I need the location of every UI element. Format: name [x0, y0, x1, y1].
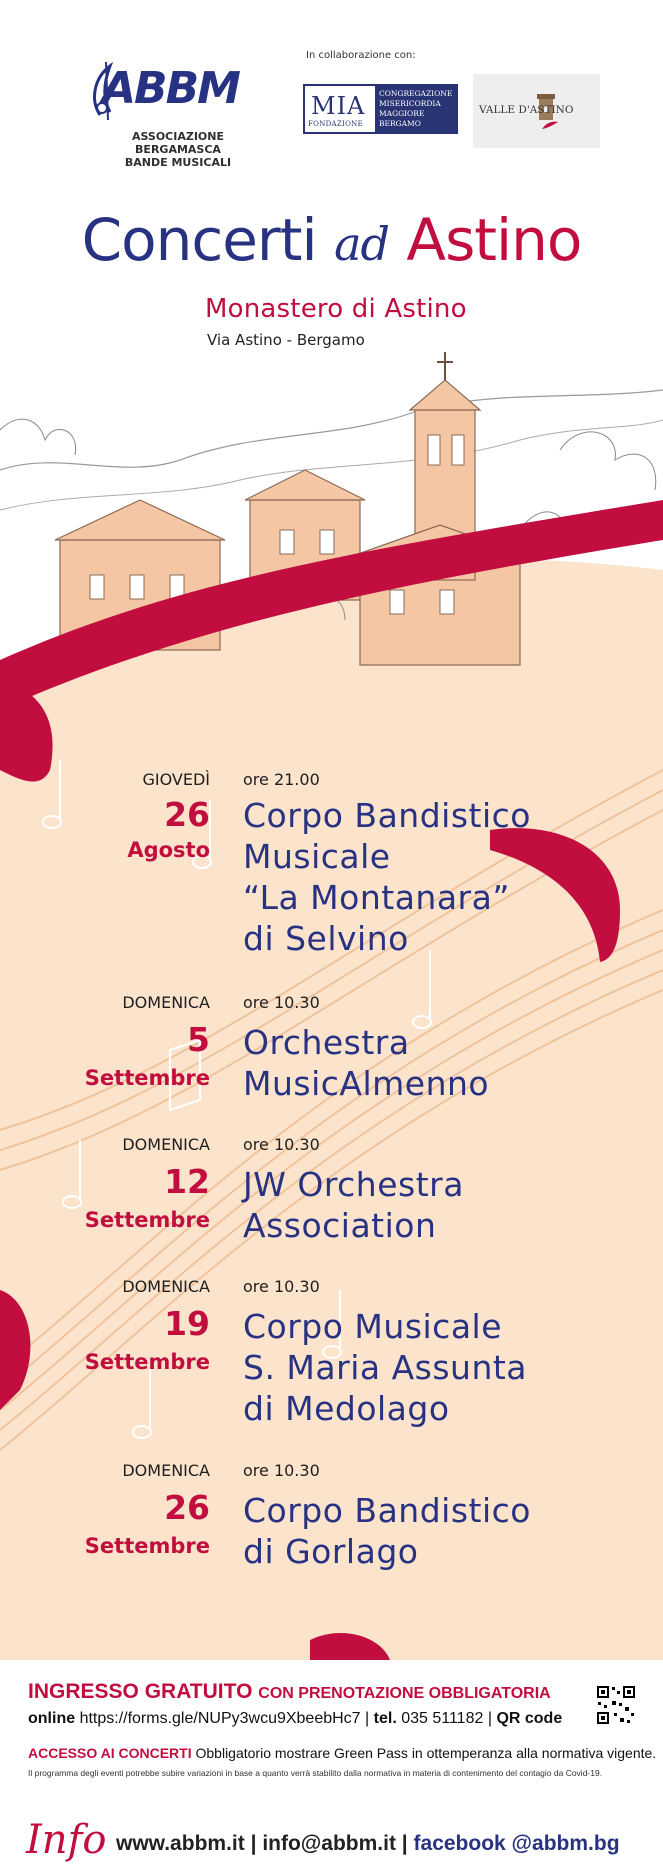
mia-logo-word: MIA	[311, 92, 366, 120]
event-day: DOMENICA	[122, 993, 210, 1012]
access-line	[28, 1745, 656, 1761]
separator: |	[401, 1832, 408, 1855]
website-link[interactable]: www.abbm.it	[116, 1832, 245, 1855]
event-title-line: Orchestra	[243, 1023, 410, 1062]
email-link[interactable]: info@abbm.it	[262, 1832, 396, 1855]
event-time: ore 10.30	[243, 1461, 320, 1480]
abbm-logo-subtitle	[98, 130, 258, 169]
event-title	[243, 1306, 643, 1429]
free-entry-line	[28, 1680, 551, 1704]
venue-name: Monastero di Astino	[205, 294, 467, 324]
event-title-line: Corpo Bandistico	[243, 796, 531, 835]
event-date: 12	[164, 1162, 210, 1201]
event-title-line: di Gorlago	[243, 1532, 419, 1571]
event-date: 26	[164, 1488, 210, 1527]
event-title-line: Corpo Bandistico	[243, 1491, 531, 1530]
event-time: ore 10.30	[243, 1277, 320, 1296]
event-title	[243, 1164, 643, 1246]
event-day: GIOVEDÌ	[142, 770, 210, 789]
event-day: DOMENICA	[122, 1461, 210, 1480]
event-date: 5	[187, 1020, 210, 1059]
event-title-line: S. Maria Assunta	[243, 1348, 528, 1387]
contact-links	[116, 1832, 620, 1856]
qr-code-icon[interactable]	[596, 1685, 636, 1725]
event-month: Settembre	[84, 1208, 210, 1232]
event-title	[243, 795, 643, 959]
valle-d-astino-logo	[473, 74, 600, 148]
event-title-line: MusicAlmenno	[243, 1064, 490, 1103]
event-day: DOMENICA	[122, 1277, 210, 1296]
monastery-illustration	[0, 350, 663, 1680]
free-entry-label: INGRESSO GRATUITO	[28, 1680, 253, 1703]
event-time: ore 10.30	[243, 993, 320, 1012]
title-part3: Astino	[406, 206, 582, 274]
online-label: online	[28, 1710, 76, 1727]
event-title-line: JW Orchestra	[243, 1165, 464, 1204]
info-label: Info	[26, 1817, 107, 1863]
title-part2: ad	[334, 217, 389, 271]
tel-number[interactable]: 035 511182	[401, 1710, 484, 1727]
event-month: Settembre	[84, 1066, 210, 1090]
event-month: Settembre	[84, 1534, 210, 1558]
mia-line: BERGAMO	[379, 119, 421, 128]
event-month: Agosto	[127, 838, 210, 862]
access-label: ACCESSO AI CONCERTI	[28, 1745, 192, 1761]
access-text: Obbligatorio mostrare Green Pass in ottemperanza alla normativa vigente.	[195, 1745, 657, 1761]
event-title	[243, 1490, 643, 1572]
abbm-subtitle-line1: ASSOCIAZIONE BERGAMASCA	[131, 130, 225, 156]
booking-line	[28, 1710, 562, 1728]
mia-logo-fondazione: FONDAZIONE	[308, 120, 363, 128]
mia-line: MAGGIORE	[379, 109, 425, 118]
booking-link[interactable]: https://forms.gle/NUPy3wcu9XbeebHc7	[79, 1710, 361, 1727]
title-part1: Concerti	[81, 206, 317, 274]
qr-label: QR code	[496, 1710, 563, 1727]
event-title	[243, 1022, 643, 1104]
event-title-line: di Selvino	[243, 919, 409, 958]
facebook-link[interactable]: facebook @abbm.bg	[413, 1832, 620, 1855]
event-date: 26	[164, 795, 210, 834]
collaboration-label: In collaborazione con:	[306, 50, 416, 61]
event-title-line: di Medolago	[243, 1389, 450, 1428]
reservation-required-label: CON PRENOTAZIONE OBBLIGATORIA	[258, 1685, 551, 1702]
event-month: Settembre	[84, 1350, 210, 1374]
abbm-logo	[68, 52, 258, 170]
venue-address: Via Astino - Bergamo	[207, 331, 365, 349]
mia-fondazione-logo	[303, 84, 458, 134]
poster-title	[0, 200, 663, 284]
event-title-line: Corpo Musicale	[243, 1307, 503, 1346]
separator: |	[487, 1710, 492, 1727]
event-time: ore 10.30	[243, 1135, 320, 1154]
abbm-logo-text: ABBM	[102, 63, 239, 114]
event-title-line: Association	[243, 1206, 437, 1245]
tel-label: tel.	[373, 1710, 397, 1727]
leaf-icon	[541, 120, 559, 130]
mia-logo-lines	[375, 86, 456, 132]
valle-logo-text: VALLE D'ASTINO	[479, 104, 574, 116]
separator: |	[250, 1832, 257, 1855]
event-date: 19	[164, 1304, 210, 1343]
separator: |	[365, 1710, 370, 1727]
event-title-line: “La Montanara”	[243, 878, 510, 917]
event-time: ore 21.00	[243, 770, 320, 789]
event-title-line: Musicale	[243, 837, 391, 876]
mia-line: MISERICORDIA	[379, 99, 441, 108]
disclaimer-text: Il programma degli eventi potrebbe subire variazioni in base a quanto verrà stabilito dalla normativa in materia di contenimento del contagio da Covid-19.	[28, 1768, 603, 1778]
event-day: DOMENICA	[122, 1135, 210, 1154]
abbm-subtitle-line2: BANDE MUSICALI	[124, 156, 232, 169]
mia-line: CONGREGAZIONE	[379, 89, 453, 98]
